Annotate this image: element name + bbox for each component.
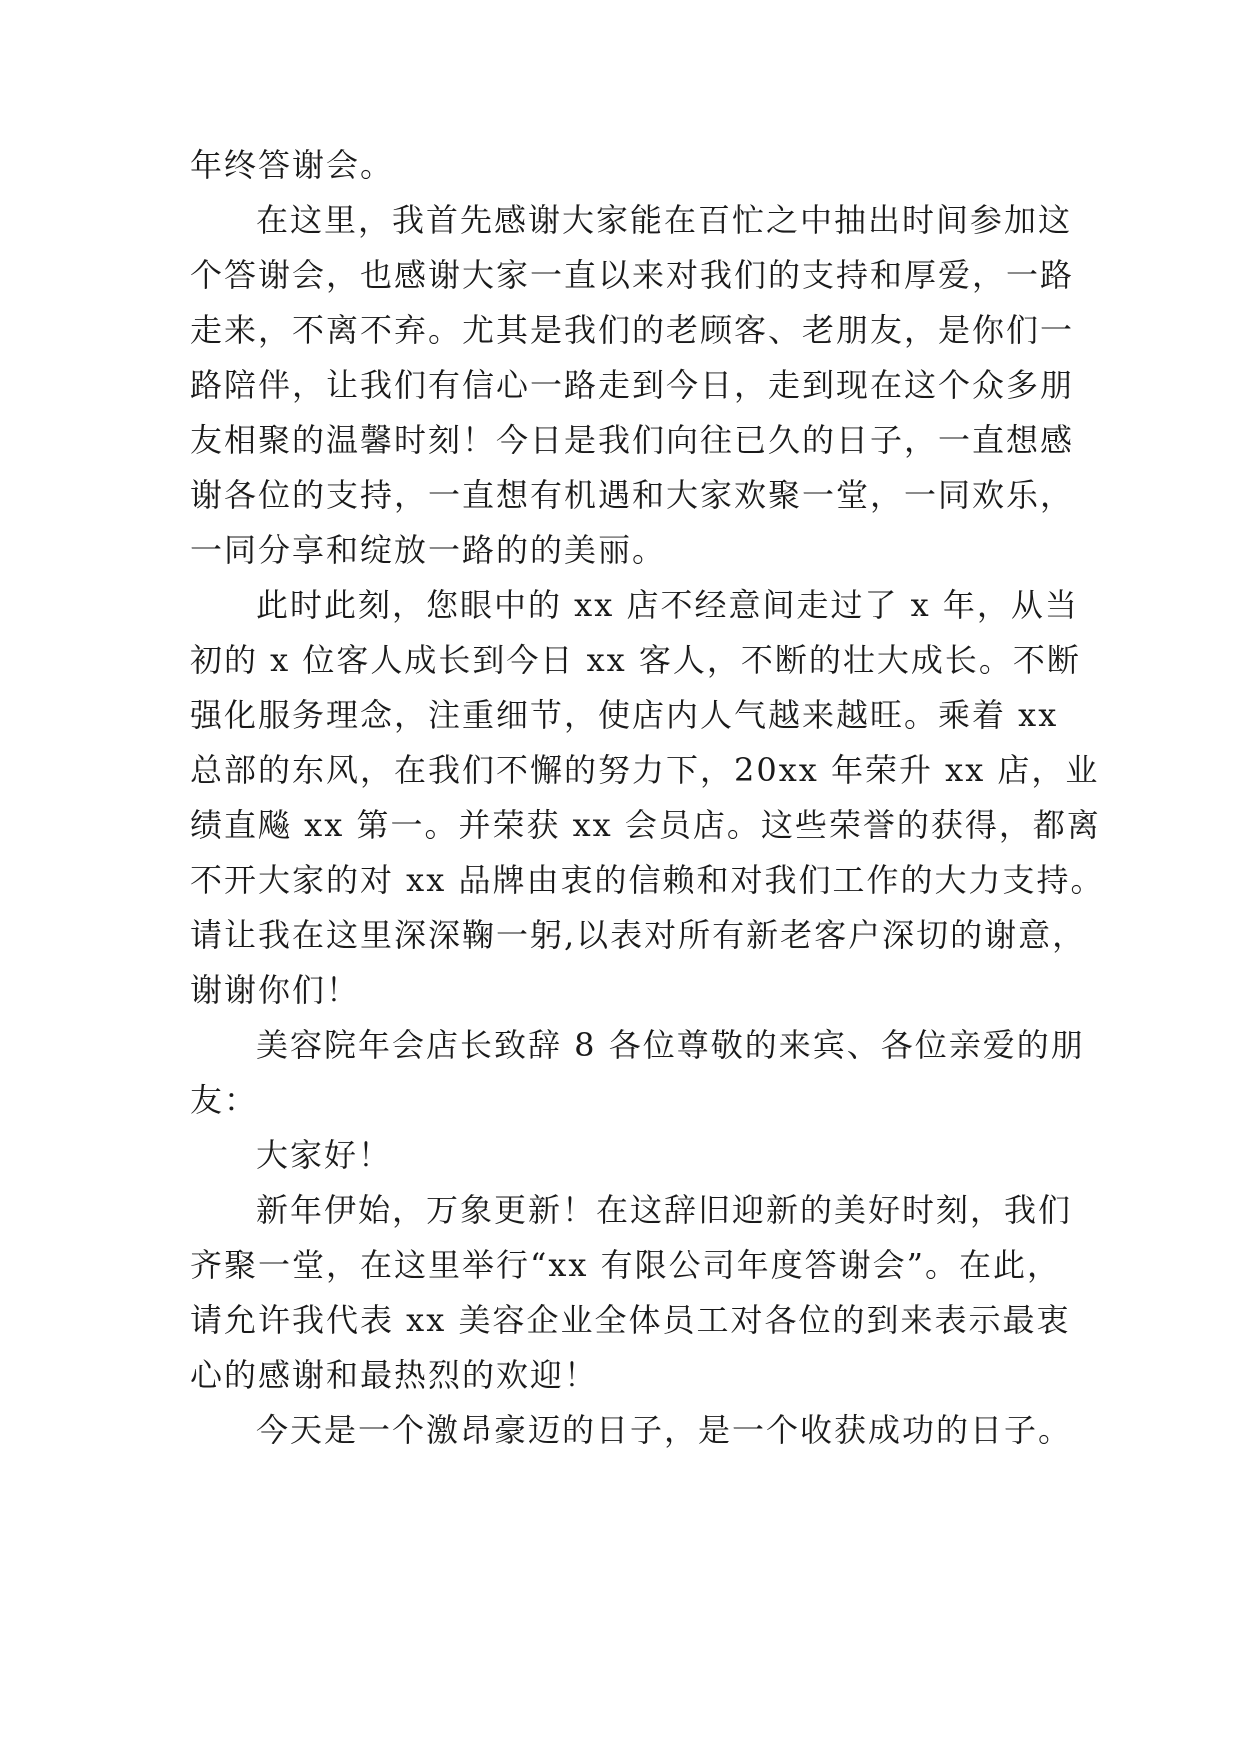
text-line: 谢谢你们！	[190, 971, 361, 1009]
text-line: 齐聚一堂，在这里举行“xx 有限公司年度答谢会”。在此，	[190, 1246, 1061, 1284]
text-line: 个答谢会，也感谢大家一直以来对我们的支持和厚爱，一路	[190, 256, 1075, 294]
text-line: 路陪伴，让我们有信心一路走到今日，走到现在这个众多朋	[190, 366, 1075, 404]
paragraph-start-line: 在这里，我首先感谢大家能在百忙之中抽出时间参加这	[256, 201, 1073, 239]
paragraph-start-line: 此时此刻，您眼中的 xx 店不经意间走过了 x 年，从当	[256, 586, 1079, 624]
text-line: 友：	[190, 1081, 259, 1119]
paragraph-start-line: 今天是一个激昂豪迈的日子，是一个收获成功的日子。	[256, 1411, 1073, 1449]
text-line: 请允许我代表 xx 美容企业全体员工对各位的到来表示最衷	[190, 1301, 1071, 1339]
text-line: 心的感谢和最热烈的欢迎！	[190, 1356, 599, 1394]
paragraph-start-line: 大家好！	[256, 1136, 393, 1174]
text-line: 请让我在这里深深鞠一躬,以表对所有新老客户深切的谢意，	[190, 916, 1087, 954]
text-line: 走来，不离不弃。尤其是我们的老顾客、老朋友，是你们一	[190, 311, 1075, 349]
text-line: 初的 x 位客人成长到今日 xx 客人，不断的壮大成长。不断	[190, 641, 1081, 679]
text-line: 年终答谢会。	[190, 146, 395, 184]
text-line: 绩直飚 xx 第一。并荣获 xx 会员店。这些荣誉的获得，都离	[190, 806, 1101, 844]
text-line: 总部的东风，在我们不懈的努力下，20xx 年荣升 xx 店，业	[190, 751, 1100, 789]
text-line: 谢各位的支持，一直想有机遇和大家欢聚一堂，一同欢乐，	[190, 476, 1075, 514]
text-line: 友相聚的温馨时刻！今日是我们向往已久的日子，一直想感	[190, 421, 1075, 459]
text-line: 不开大家的对 xx 品牌由衷的信赖和对我们工作的大力支持。	[190, 861, 1105, 899]
text-line: 强化服务理念，注重细节，使店内人气越来越旺。乘着 xx	[190, 696, 1059, 734]
paragraph-start-line: 新年伊始，万象更新！在这辞旧迎新的美好时刻，我们	[256, 1191, 1073, 1229]
paragraph-start-line: 美容院年会店长致辞 8 各位尊敬的来宾、各位亲爱的朋	[256, 1026, 1085, 1064]
text-line: 一同分享和绽放一路的的美丽。	[190, 531, 667, 569]
